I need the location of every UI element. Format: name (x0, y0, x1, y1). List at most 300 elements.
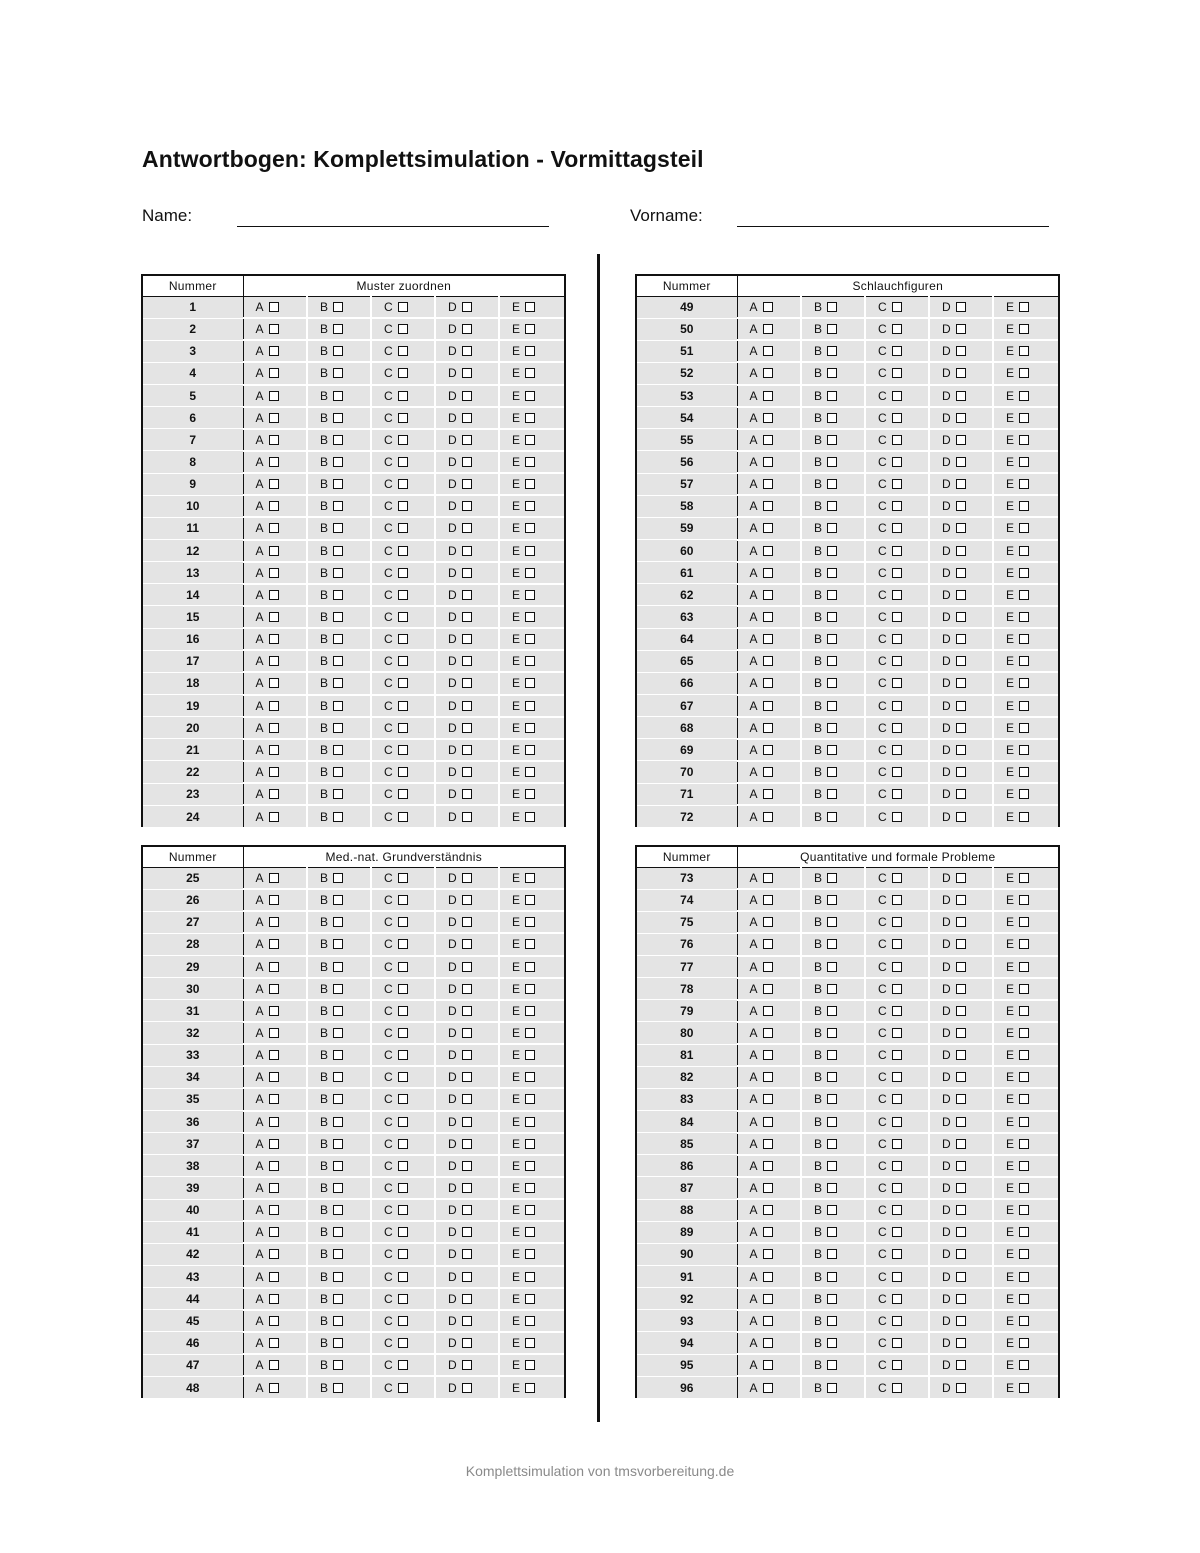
checkbox-icon[interactable] (827, 1028, 837, 1038)
checkbox-icon[interactable] (462, 701, 472, 711)
checkbox-icon[interactable] (827, 1183, 837, 1193)
checkbox-icon[interactable] (333, 612, 343, 622)
checkbox-icon[interactable] (892, 1338, 902, 1348)
checkbox-icon[interactable] (827, 1139, 837, 1149)
checkbox-icon[interactable] (525, 1094, 535, 1104)
checkbox-icon[interactable] (525, 1161, 535, 1171)
checkbox-icon[interactable] (1019, 457, 1029, 467)
checkbox-icon[interactable] (1019, 873, 1029, 883)
checkbox-icon[interactable] (398, 346, 408, 356)
checkbox-icon[interactable] (462, 1161, 472, 1171)
checkbox-icon[interactable] (892, 302, 902, 312)
checkbox-icon[interactable] (269, 302, 279, 312)
checkbox-icon[interactable] (956, 1050, 966, 1060)
checkbox-icon[interactable] (398, 413, 408, 423)
checkbox-icon[interactable] (827, 1316, 837, 1326)
checkbox-icon[interactable] (525, 767, 535, 777)
checkbox-icon[interactable] (333, 479, 343, 489)
checkbox-icon[interactable] (1019, 1028, 1029, 1038)
checkbox-icon[interactable] (892, 546, 902, 556)
checkbox-icon[interactable] (398, 1183, 408, 1193)
checkbox-icon[interactable] (763, 984, 773, 994)
checkbox-icon[interactable] (1019, 1117, 1029, 1127)
checkbox-icon[interactable] (1019, 895, 1029, 905)
checkbox-icon[interactable] (525, 1338, 535, 1348)
checkbox-icon[interactable] (398, 917, 408, 927)
checkbox-icon[interactable] (763, 479, 773, 489)
checkbox-icon[interactable] (398, 523, 408, 533)
checkbox-icon[interactable] (1019, 678, 1029, 688)
checkbox-icon[interactable] (269, 1383, 279, 1393)
checkbox-icon[interactable] (269, 1227, 279, 1237)
checkbox-icon[interactable] (956, 1094, 966, 1104)
checkbox-icon[interactable] (525, 391, 535, 401)
checkbox-icon[interactable] (398, 1338, 408, 1348)
checkbox-icon[interactable] (956, 391, 966, 401)
checkbox-icon[interactable] (892, 413, 902, 423)
checkbox-icon[interactable] (1019, 1205, 1029, 1215)
checkbox-icon[interactable] (525, 612, 535, 622)
checkbox-icon[interactable] (892, 1117, 902, 1127)
checkbox-icon[interactable] (269, 789, 279, 799)
checkbox-icon[interactable] (956, 346, 966, 356)
checkbox-icon[interactable] (956, 413, 966, 423)
checkbox-icon[interactable] (525, 1272, 535, 1282)
checkbox-icon[interactable] (333, 656, 343, 666)
checkbox-icon[interactable] (525, 1316, 535, 1326)
checkbox-icon[interactable] (398, 457, 408, 467)
checkbox-icon[interactable] (333, 1272, 343, 1282)
checkbox-icon[interactable] (525, 939, 535, 949)
checkbox-icon[interactable] (333, 723, 343, 733)
checkbox-icon[interactable] (398, 501, 408, 511)
checkbox-icon[interactable] (525, 435, 535, 445)
checkbox-icon[interactable] (269, 917, 279, 927)
checkbox-icon[interactable] (827, 723, 837, 733)
checkbox-icon[interactable] (333, 1227, 343, 1237)
checkbox-icon[interactable] (1019, 656, 1029, 666)
checkbox-icon[interactable] (763, 1227, 773, 1237)
checkbox-icon[interactable] (956, 302, 966, 312)
checkbox-icon[interactable] (956, 1161, 966, 1171)
checkbox-icon[interactable] (827, 346, 837, 356)
checkbox-icon[interactable] (333, 1161, 343, 1171)
checkbox-icon[interactable] (763, 457, 773, 467)
checkbox-icon[interactable] (398, 678, 408, 688)
checkbox-icon[interactable] (763, 789, 773, 799)
checkbox-icon[interactable] (892, 634, 902, 644)
checkbox-icon[interactable] (1019, 612, 1029, 622)
checkbox-icon[interactable] (892, 745, 902, 755)
checkbox-icon[interactable] (525, 1360, 535, 1370)
checkbox-icon[interactable] (398, 656, 408, 666)
checkbox-icon[interactable] (398, 723, 408, 733)
checkbox-icon[interactable] (269, 939, 279, 949)
checkbox-icon[interactable] (525, 413, 535, 423)
checkbox-icon[interactable] (827, 678, 837, 688)
checkbox-icon[interactable] (333, 1294, 343, 1304)
checkbox-icon[interactable] (525, 1139, 535, 1149)
checkbox-icon[interactable] (333, 701, 343, 711)
checkbox-icon[interactable] (827, 523, 837, 533)
checkbox-icon[interactable] (462, 435, 472, 445)
checkbox-icon[interactable] (398, 767, 408, 777)
checkbox-icon[interactable] (956, 723, 966, 733)
checkbox-icon[interactable] (956, 1294, 966, 1304)
checkbox-icon[interactable] (462, 457, 472, 467)
checkbox-icon[interactable] (333, 1205, 343, 1215)
checkbox-icon[interactable] (892, 895, 902, 905)
checkbox-icon[interactable] (827, 1383, 837, 1393)
checkbox-icon[interactable] (1019, 523, 1029, 533)
checkbox-icon[interactable] (462, 789, 472, 799)
checkbox-icon[interactable] (827, 1272, 837, 1282)
checkbox-icon[interactable] (1019, 1338, 1029, 1348)
checkbox-icon[interactable] (827, 745, 837, 755)
checkbox-icon[interactable] (462, 1383, 472, 1393)
checkbox-icon[interactable] (333, 346, 343, 356)
checkbox-icon[interactable] (892, 501, 902, 511)
checkbox-icon[interactable] (269, 873, 279, 883)
checkbox-icon[interactable] (269, 1183, 279, 1193)
checkbox-icon[interactable] (1019, 1050, 1029, 1060)
checkbox-icon[interactable] (763, 745, 773, 755)
checkbox-icon[interactable] (333, 1338, 343, 1348)
checkbox-icon[interactable] (956, 1028, 966, 1038)
checkbox-icon[interactable] (333, 302, 343, 312)
checkbox-icon[interactable] (333, 523, 343, 533)
checkbox-icon[interactable] (1019, 568, 1029, 578)
checkbox-icon[interactable] (525, 1028, 535, 1038)
checkbox-icon[interactable] (1019, 1161, 1029, 1171)
checkbox-icon[interactable] (525, 346, 535, 356)
checkbox-icon[interactable] (525, 656, 535, 666)
checkbox-icon[interactable] (956, 812, 966, 822)
checkbox-icon[interactable] (763, 324, 773, 334)
checkbox-icon[interactable] (827, 1338, 837, 1348)
checkbox-icon[interactable] (398, 1205, 408, 1215)
checkbox-icon[interactable] (763, 873, 773, 883)
checkbox-icon[interactable] (763, 1139, 773, 1149)
checkbox-icon[interactable] (1019, 962, 1029, 972)
checkbox-icon[interactable] (1019, 917, 1029, 927)
checkbox-icon[interactable] (398, 1117, 408, 1127)
checkbox-icon[interactable] (827, 302, 837, 312)
checkbox-icon[interactable] (462, 656, 472, 666)
checkbox-icon[interactable] (956, 368, 966, 378)
checkbox-icon[interactable] (763, 1050, 773, 1060)
checkbox-icon[interactable] (462, 391, 472, 401)
checkbox-icon[interactable] (892, 1072, 902, 1082)
checkbox-icon[interactable] (525, 523, 535, 533)
checkbox-icon[interactable] (462, 962, 472, 972)
checkbox-icon[interactable] (763, 1360, 773, 1370)
checkbox-icon[interactable] (398, 1139, 408, 1149)
checkbox-icon[interactable] (956, 873, 966, 883)
checkbox-icon[interactable] (827, 590, 837, 600)
checkbox-icon[interactable] (398, 1383, 408, 1393)
checkbox-icon[interactable] (827, 873, 837, 883)
checkbox-icon[interactable] (462, 1028, 472, 1038)
checkbox-icon[interactable] (956, 767, 966, 777)
checkbox-icon[interactable] (398, 939, 408, 949)
checkbox-icon[interactable] (1019, 1294, 1029, 1304)
checkbox-icon[interactable] (333, 1072, 343, 1082)
checkbox-icon[interactable] (269, 678, 279, 688)
checkbox-icon[interactable] (763, 656, 773, 666)
checkbox-icon[interactable] (333, 590, 343, 600)
checkbox-icon[interactable] (333, 1050, 343, 1060)
checkbox-icon[interactable] (827, 324, 837, 334)
checkbox-icon[interactable] (956, 701, 966, 711)
checkbox-icon[interactable] (956, 1227, 966, 1237)
checkbox-icon[interactable] (525, 1050, 535, 1060)
checkbox-icon[interactable] (763, 1094, 773, 1104)
checkbox-icon[interactable] (525, 568, 535, 578)
checkbox-icon[interactable] (398, 435, 408, 445)
checkbox-icon[interactable] (462, 501, 472, 511)
checkbox-icon[interactable] (398, 590, 408, 600)
checkbox-icon[interactable] (462, 723, 472, 733)
checkbox-icon[interactable] (956, 1360, 966, 1370)
checkbox-icon[interactable] (1019, 812, 1029, 822)
checkbox-icon[interactable] (462, 346, 472, 356)
checkbox-icon[interactable] (892, 1094, 902, 1104)
checkbox-icon[interactable] (892, 1383, 902, 1393)
checkbox-icon[interactable] (892, 479, 902, 489)
checkbox-icon[interactable] (1019, 413, 1029, 423)
checkbox-icon[interactable] (956, 917, 966, 927)
checkbox-icon[interactable] (892, 346, 902, 356)
checkbox-icon[interactable] (956, 1006, 966, 1016)
checkbox-icon[interactable] (525, 723, 535, 733)
checkbox-icon[interactable] (398, 895, 408, 905)
checkbox-icon[interactable] (462, 678, 472, 688)
checkbox-icon[interactable] (398, 984, 408, 994)
checkbox-icon[interactable] (956, 678, 966, 688)
checkbox-icon[interactable] (892, 812, 902, 822)
checkbox-icon[interactable] (956, 984, 966, 994)
checkbox-icon[interactable] (827, 1006, 837, 1016)
checkbox-icon[interactable] (827, 917, 837, 927)
checkbox-icon[interactable] (525, 546, 535, 556)
checkbox-icon[interactable] (763, 523, 773, 533)
checkbox-icon[interactable] (525, 745, 535, 755)
checkbox-icon[interactable] (398, 324, 408, 334)
checkbox-icon[interactable] (398, 1161, 408, 1171)
checkbox-icon[interactable] (269, 1117, 279, 1127)
checkbox-icon[interactable] (956, 1272, 966, 1282)
checkbox-icon[interactable] (333, 546, 343, 556)
checkbox-icon[interactable] (892, 324, 902, 334)
checkbox-icon[interactable] (892, 590, 902, 600)
checkbox-icon[interactable] (892, 368, 902, 378)
checkbox-icon[interactable] (892, 723, 902, 733)
checkbox-icon[interactable] (956, 1383, 966, 1393)
checkbox-icon[interactable] (269, 895, 279, 905)
checkbox-icon[interactable] (525, 1294, 535, 1304)
checkbox-icon[interactable] (763, 1316, 773, 1326)
checkbox-icon[interactable] (956, 501, 966, 511)
checkbox-icon[interactable] (956, 895, 966, 905)
checkbox-icon[interactable] (525, 1117, 535, 1127)
checkbox-icon[interactable] (333, 1139, 343, 1149)
checkbox-icon[interactable] (892, 962, 902, 972)
checkbox-icon[interactable] (398, 1227, 408, 1237)
checkbox-icon[interactable] (333, 1094, 343, 1104)
checkbox-icon[interactable] (333, 917, 343, 927)
checkbox-icon[interactable] (827, 501, 837, 511)
checkbox-icon[interactable] (827, 962, 837, 972)
checkbox-icon[interactable] (269, 346, 279, 356)
checkbox-icon[interactable] (1019, 302, 1029, 312)
checkbox-icon[interactable] (269, 656, 279, 666)
checkbox-icon[interactable] (398, 612, 408, 622)
checkbox-icon[interactable] (1019, 590, 1029, 600)
checkbox-icon[interactable] (956, 745, 966, 755)
checkbox-icon[interactable] (763, 413, 773, 423)
checkbox-icon[interactable] (956, 1183, 966, 1193)
checkbox-icon[interactable] (763, 346, 773, 356)
name-input-line[interactable] (237, 226, 549, 227)
checkbox-icon[interactable] (763, 590, 773, 600)
checkbox-icon[interactable] (269, 1272, 279, 1282)
checkbox-icon[interactable] (763, 612, 773, 622)
checkbox-icon[interactable] (462, 1205, 472, 1215)
checkbox-icon[interactable] (956, 1316, 966, 1326)
checkbox-icon[interactable] (333, 634, 343, 644)
checkbox-icon[interactable] (1019, 479, 1029, 489)
checkbox-icon[interactable] (892, 612, 902, 622)
checkbox-icon[interactable] (1019, 939, 1029, 949)
checkbox-icon[interactable] (763, 435, 773, 445)
checkbox-icon[interactable] (525, 895, 535, 905)
checkbox-icon[interactable] (398, 479, 408, 489)
checkbox-icon[interactable] (1019, 391, 1029, 401)
checkbox-icon[interactable] (763, 302, 773, 312)
checkbox-icon[interactable] (333, 324, 343, 334)
checkbox-icon[interactable] (462, 1272, 472, 1282)
checkbox-icon[interactable] (398, 1294, 408, 1304)
checkbox-icon[interactable] (956, 612, 966, 622)
checkbox-icon[interactable] (525, 634, 535, 644)
checkbox-icon[interactable] (892, 1360, 902, 1370)
checkbox-icon[interactable] (398, 368, 408, 378)
checkbox-icon[interactable] (398, 1316, 408, 1326)
checkbox-icon[interactable] (892, 939, 902, 949)
checkbox-icon[interactable] (956, 457, 966, 467)
checkbox-icon[interactable] (1019, 1272, 1029, 1282)
checkbox-icon[interactable] (269, 1205, 279, 1215)
checkbox-icon[interactable] (269, 1338, 279, 1348)
checkbox-icon[interactable] (333, 873, 343, 883)
checkbox-icon[interactable] (333, 1117, 343, 1127)
checkbox-icon[interactable] (827, 789, 837, 799)
checkbox-icon[interactable] (525, 501, 535, 511)
checkbox-icon[interactable] (269, 546, 279, 556)
checkbox-icon[interactable] (333, 435, 343, 445)
checkbox-icon[interactable] (462, 324, 472, 334)
checkbox-icon[interactable] (462, 413, 472, 423)
checkbox-icon[interactable] (956, 590, 966, 600)
checkbox-icon[interactable] (462, 1139, 472, 1149)
checkbox-icon[interactable] (269, 723, 279, 733)
checkbox-icon[interactable] (398, 745, 408, 755)
checkbox-icon[interactable] (462, 767, 472, 777)
checkbox-icon[interactable] (763, 1338, 773, 1348)
checkbox-icon[interactable] (892, 1050, 902, 1060)
checkbox-icon[interactable] (462, 1316, 472, 1326)
checkbox-icon[interactable] (763, 546, 773, 556)
checkbox-icon[interactable] (827, 391, 837, 401)
checkbox-icon[interactable] (398, 962, 408, 972)
checkbox-icon[interactable] (525, 1205, 535, 1215)
checkbox-icon[interactable] (1019, 767, 1029, 777)
checkbox-icon[interactable] (956, 656, 966, 666)
checkbox-icon[interactable] (827, 939, 837, 949)
checkbox-icon[interactable] (763, 1205, 773, 1215)
checkbox-icon[interactable] (269, 435, 279, 445)
checkbox-icon[interactable] (956, 435, 966, 445)
checkbox-icon[interactable] (525, 590, 535, 600)
checkbox-icon[interactable] (525, 1383, 535, 1393)
checkbox-icon[interactable] (462, 302, 472, 312)
checkbox-icon[interactable] (462, 984, 472, 994)
checkbox-icon[interactable] (763, 391, 773, 401)
checkbox-icon[interactable] (763, 1183, 773, 1193)
checkbox-icon[interactable] (462, 612, 472, 622)
checkbox-icon[interactable] (763, 1249, 773, 1259)
checkbox-icon[interactable] (398, 1072, 408, 1082)
checkbox-icon[interactable] (462, 1249, 472, 1259)
checkbox-icon[interactable] (333, 1316, 343, 1326)
checkbox-icon[interactable] (1019, 701, 1029, 711)
checkbox-icon[interactable] (956, 1072, 966, 1082)
checkbox-icon[interactable] (269, 1072, 279, 1082)
checkbox-icon[interactable] (1019, 346, 1029, 356)
checkbox-icon[interactable] (956, 1249, 966, 1259)
checkbox-icon[interactable] (525, 324, 535, 334)
checkbox-icon[interactable] (763, 1072, 773, 1082)
checkbox-icon[interactable] (525, 302, 535, 312)
checkbox-icon[interactable] (269, 368, 279, 378)
checkbox-icon[interactable] (462, 895, 472, 905)
checkbox-icon[interactable] (333, 368, 343, 378)
checkbox-icon[interactable] (333, 457, 343, 467)
checkbox-icon[interactable] (525, 962, 535, 972)
checkbox-icon[interactable] (525, 917, 535, 927)
checkbox-icon[interactable] (763, 501, 773, 511)
checkbox-icon[interactable] (763, 895, 773, 905)
checkbox-icon[interactable] (269, 767, 279, 777)
checkbox-icon[interactable] (892, 1316, 902, 1326)
checkbox-icon[interactable] (892, 1227, 902, 1237)
checkbox-icon[interactable] (333, 1360, 343, 1370)
checkbox-icon[interactable] (956, 962, 966, 972)
checkbox-icon[interactable] (763, 701, 773, 711)
checkbox-icon[interactable] (892, 678, 902, 688)
checkbox-icon[interactable] (462, 1006, 472, 1016)
checkbox-icon[interactable] (398, 568, 408, 578)
checkbox-icon[interactable] (763, 939, 773, 949)
checkbox-icon[interactable] (956, 568, 966, 578)
checkbox-icon[interactable] (269, 501, 279, 511)
checkbox-icon[interactable] (763, 1117, 773, 1127)
checkbox-icon[interactable] (333, 413, 343, 423)
checkbox-icon[interactable] (462, 590, 472, 600)
checkbox-icon[interactable] (462, 1183, 472, 1193)
checkbox-icon[interactable] (269, 590, 279, 600)
